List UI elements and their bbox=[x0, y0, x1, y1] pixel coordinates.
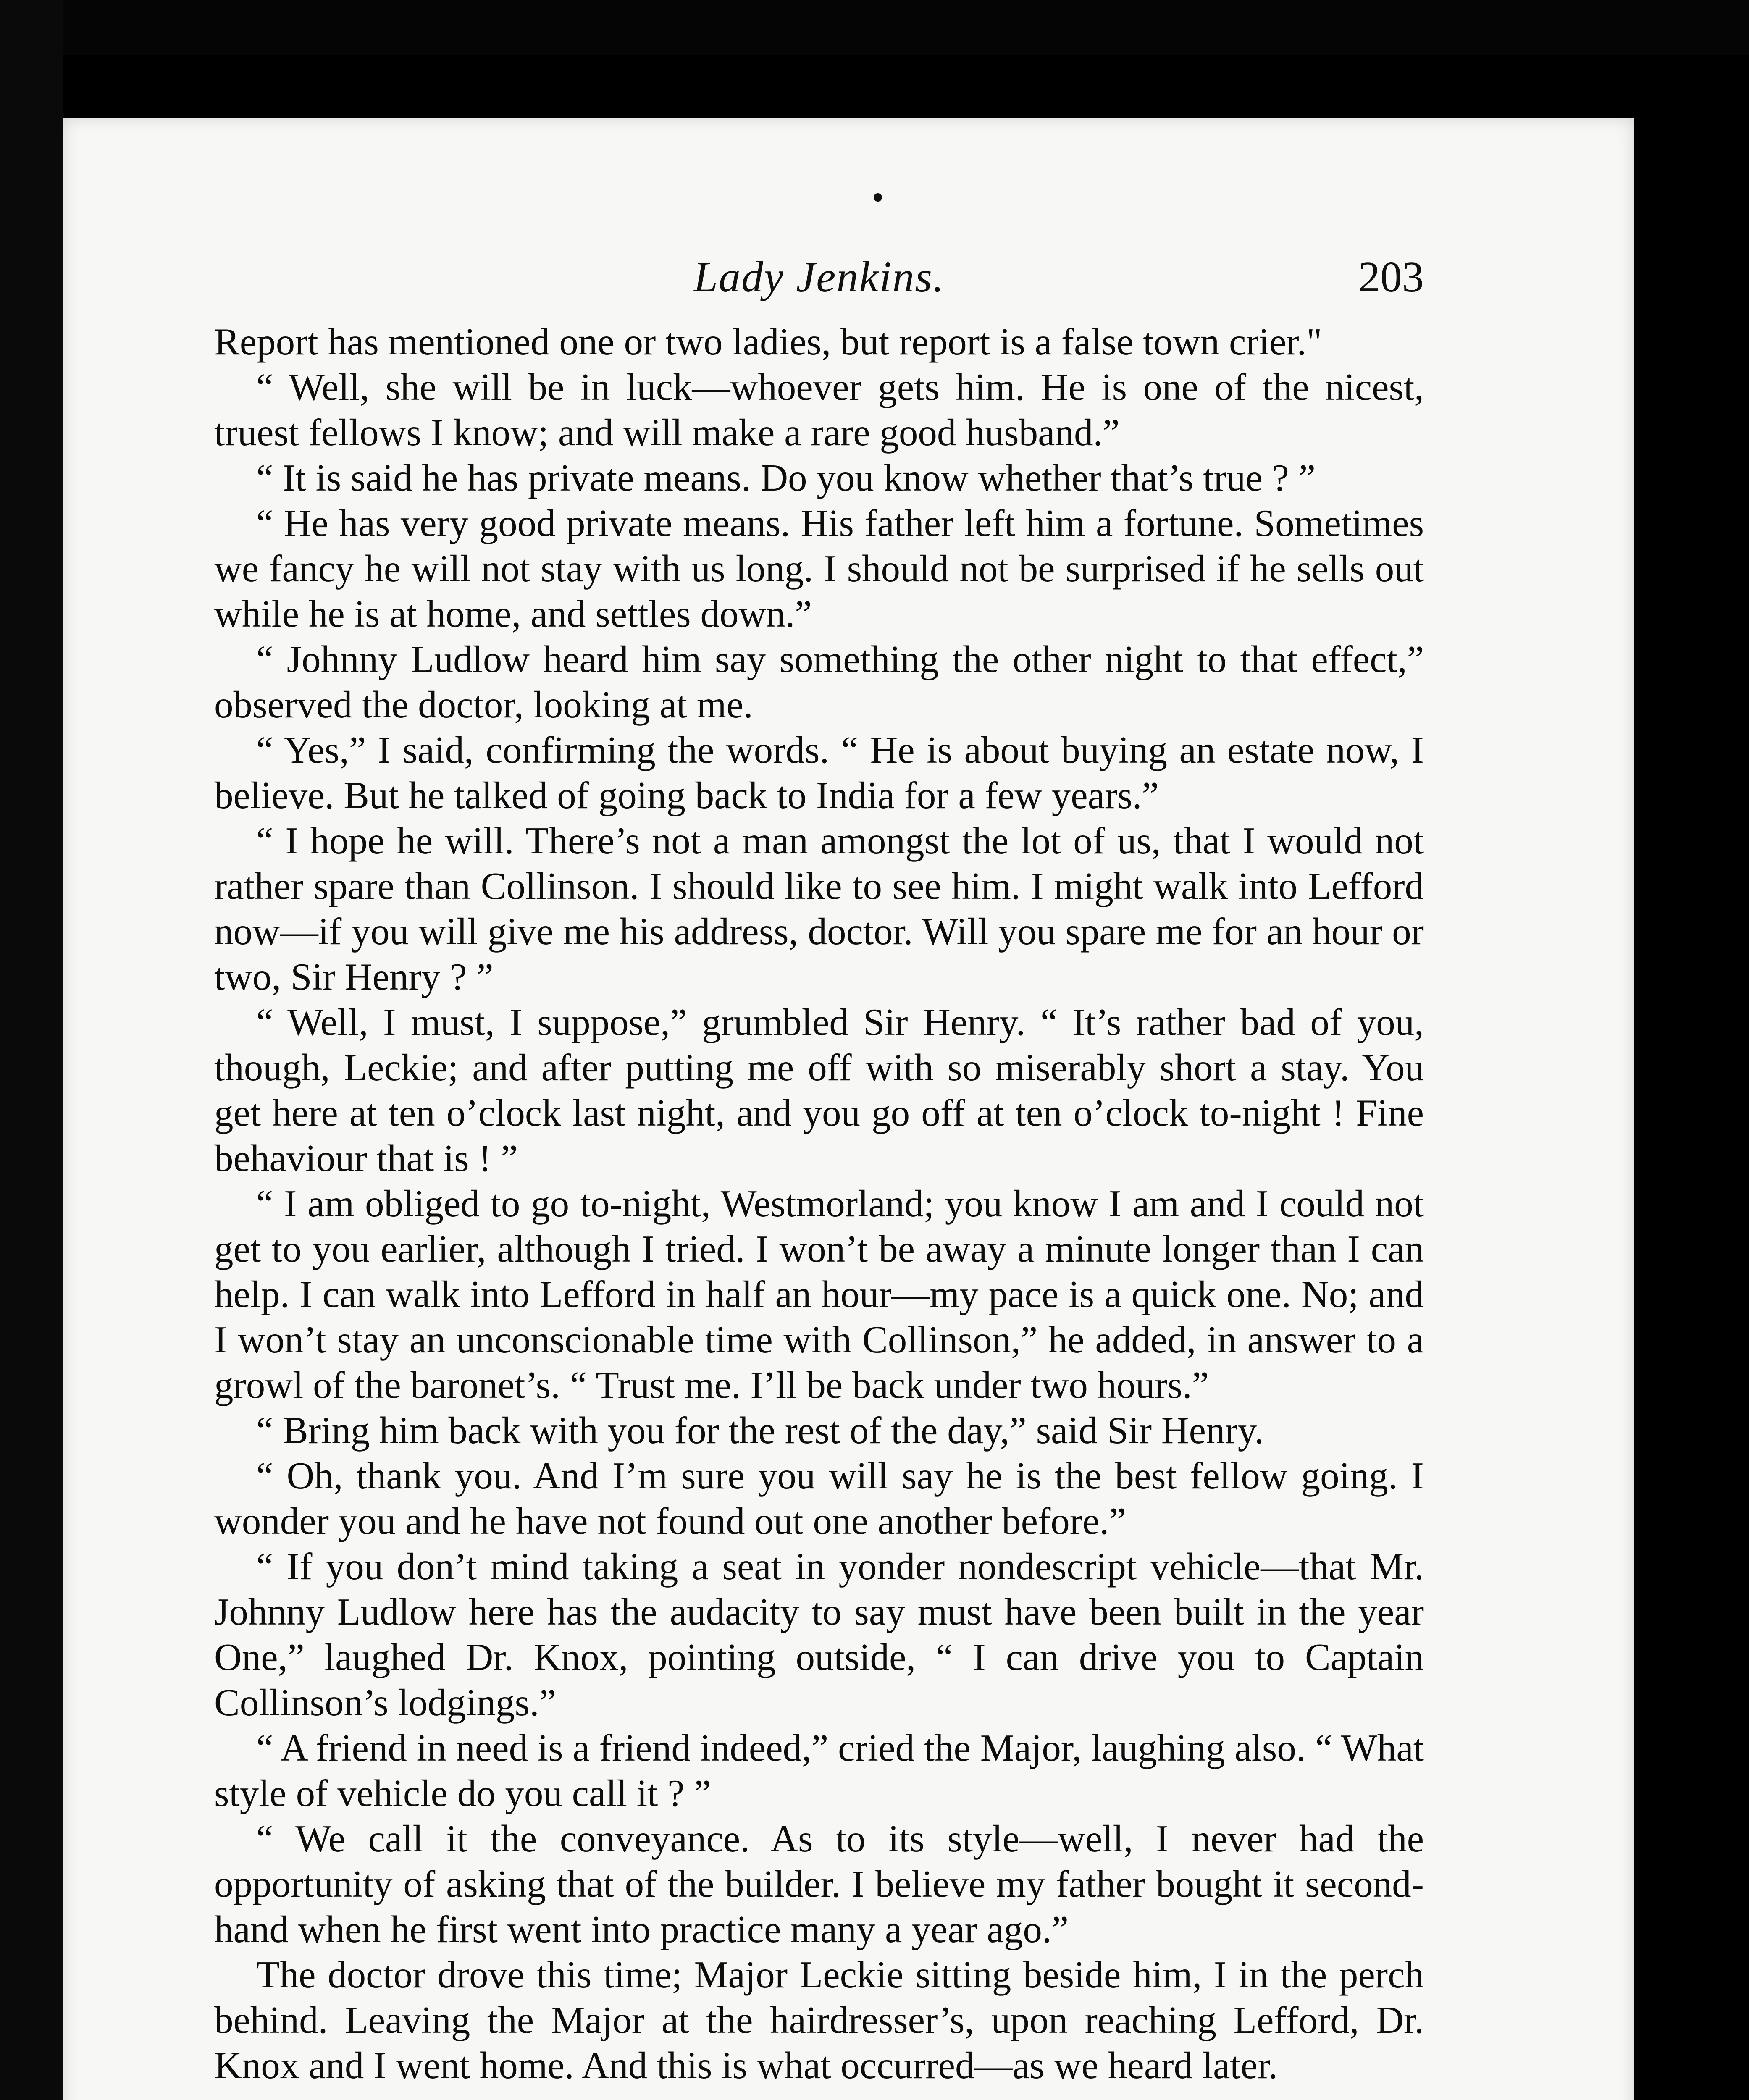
paragraph: Report has mentioned one or two ladies, but report is a false town crier." bbox=[214, 320, 1322, 363]
printer-mark bbox=[874, 193, 882, 202]
running-title: Lady Jenkins. bbox=[693, 253, 945, 301]
page-number: 203 bbox=[1358, 253, 1424, 301]
paragraph: “ Bring him back with you for the rest of the day,” said Sir Henry. bbox=[256, 1409, 1264, 1452]
running-head bbox=[214, 244, 1424, 319]
paragraph: “ We call it the conveyance. As to its style—well, I never had the opportunity of asking that of the builder. I believe my father bought it second-hand when he first went into practice many a year ago.” bbox=[214, 1817, 1424, 1950]
paragraph: “ If you don’t mind taking a seat in yonder nondescript vehicle—that Mr. Johnny Ludlow here has the audacity to say must have been built in the year One,” laughed Dr. Knox, pointing outside, “ I can drive you to Captain Collinson’s lodgings.” bbox=[214, 1545, 1424, 1724]
paragraph: “ Well, she will be in luck—whoever gets him. He is one of the nicest, truest fellows I know; and will make a rare good husband.” bbox=[214, 366, 1424, 454]
page-content bbox=[214, 244, 1424, 2088]
scan-border-top bbox=[0, 0, 1749, 55]
paragraph: The doctor drove this time; Major Leckie sitting beside him, I in the perch behind. Leaving the Major at the hairdresser’s, upon reaching Lefford, Dr. Knox and I went home. And this is what occurred—as we heard later. bbox=[214, 1953, 1424, 2087]
paragraph: “ A friend in need is a friend indeed,” cried the Major, laughing also. “ What style of vehicle do you call it ? ” bbox=[214, 1727, 1424, 1814]
paragraph: “ Well, I must, I suppose,” grumbled Sir Henry. “ It’s rather bad of you, though, Leckie; and after putting me off with so miserably short a stay. You get here at ten o’clock last night, and you go off at ten o’clock to-night ! Fine behaviour that is ! ” bbox=[214, 1001, 1424, 1179]
paragraph: “ Johnny Ludlow heard him say something the other night to that effect,” observed the doctor, looking at me. bbox=[214, 638, 1424, 726]
paragraph: “ He has very good private means. His father left him a fortune. Sometimes we fancy he will not stay with us long. I should not be surprised if he sells out while he is at home, and settles down.” bbox=[214, 502, 1424, 635]
paragraph: “ Yes,” I said, confirming the words. “ He is about buying an estate now, I believe. But he talked of going back to India for a few years.” bbox=[214, 729, 1424, 816]
book-page bbox=[63, 118, 1634, 2100]
paragraph: “ I am obliged to go to-night, Westmorland; you know I am and I could not get to you earlier, although I tried. I won’t be away a minute longer than I can help. I can walk into Lefford in half an hour—my pace is a quick one. No; and I won’t stay an unconscionable time with Collinson,” he added, in answer to a growl of the baronet’s. “ Trust me. I’ll be back under two hours.” bbox=[214, 1182, 1424, 1406]
scan-border-left bbox=[0, 0, 63, 2100]
paragraph: “ I hope he will. There’s not a man amongst the lot of us, that I would not rather spare than Collinson. I should like to see him. I might walk into Lefford now—if you will give me his address, doctor. Will you spare me for an hour or two, Sir Henry ? ” bbox=[214, 819, 1424, 998]
body-text bbox=[214, 319, 1424, 2088]
paragraph: “ Oh, thank you. And I’m sure you will say he is the best fellow going. I wonder you and he have not found out one another before.” bbox=[214, 1454, 1424, 1542]
paragraph: “ It is said he has private means. Do you know whether that’s true ? ” bbox=[256, 457, 1316, 499]
